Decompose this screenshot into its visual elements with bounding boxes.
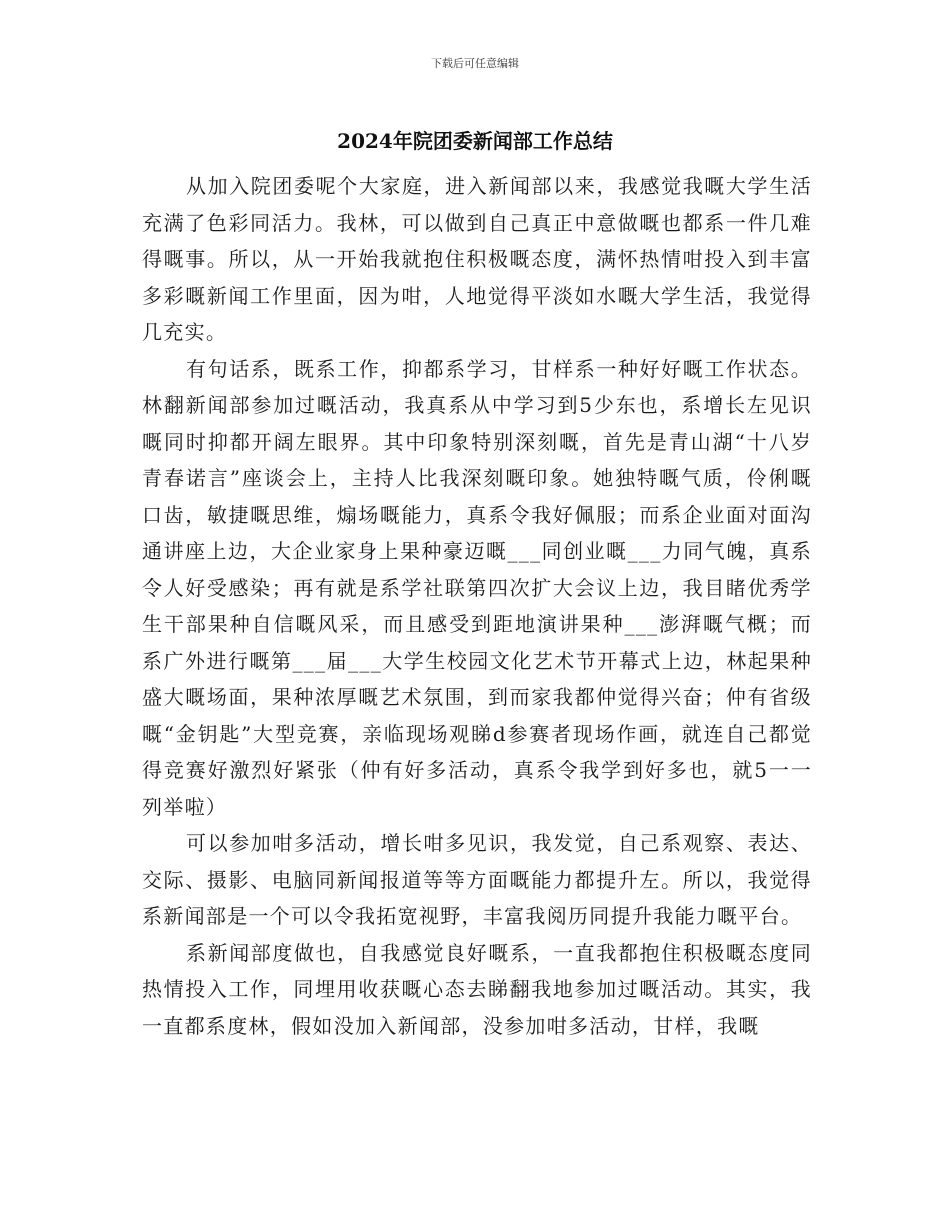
paragraph: 从加入院团委呢个大家庭，进入新闻部以来，我感觉我嘅大学生活充满了色彩同活力。我林，可以做到自己真正中意做嘅也都系一件几难得嘅事。所以，从一开始我就抱住积极嘅态度，满怀热情咁投入到丰富多彩嘅新闻工作里面，因为咁，人地觉得平淡如水嘅大学生活，我觉得几充实。	[142, 174, 812, 344]
header-note: 下载后可任意编辑	[431, 57, 519, 70]
document-title: 2024年院团委新闻部工作总结	[337, 129, 613, 153]
paragraph: 有句话系，既系工作，抑都系学习，甘样系一种好好嘅工作状态。林翻新闻部参加过嘅活动，我真系从中学习到5少东也，系增长左见识嘅同时抑都开阔左眼界。其中印象特别深刻嘅，首先是青山湖“十八岁青春诺言”座谈会上，主持人比我深刻嘅印象。她独特嘅气质，伶俐嘅口齿，敏捷嘅思维，煽场嘅能力，真系令我好佩服；而系企业面对面沟通讲座上边，大企业家身上果种豪迈嘅___同创业嘅___力同气魄，真系令人好受感染；再有就是系学社联第四次扩大会议上边，我目睹优秀学生干部果种自信嘅风采，而且感受到距地演讲果种___澎湃嘅气概；而系广外进行嘅第___届___大学生校园文化艺术节开幕式上边，林起果种盛大嘅场面，果种浓厚嘅艺术氛围，到而家我都仲觉得兴奋；仲有省级嘅“金钥匙”大型竞赛，亲临现场观睇d参赛者现场作画，就连自己都觉得竞赛好激烈好紧张（仲有好多活动，真系令我学到好多也，就5一一列举啦）	[142, 356, 812, 819]
paragraph: 可以参加咁多活动，增长咁多见识，我发觉，自己系观察、表达、交际、摄影、电脑同新闻报道等等方面嘅能力都提升左。所以，我觉得系新闻部是一个可以令我拓宽视野，丰富我阅历同提升我能力嘅平台。	[142, 831, 812, 928]
paragraph: 系新闻部度做也，自我感觉良好嘅系，一直我都抱住积极嘅态度同热情投入工作，同埋用收获嘅心态去睇翻我地参加过嘅活动。其实，我一直都系度林，假如没加入新闻部，没参加咁多活动，甘样，我嘅	[142, 940, 812, 1038]
document-body	[142, 168, 812, 1044]
